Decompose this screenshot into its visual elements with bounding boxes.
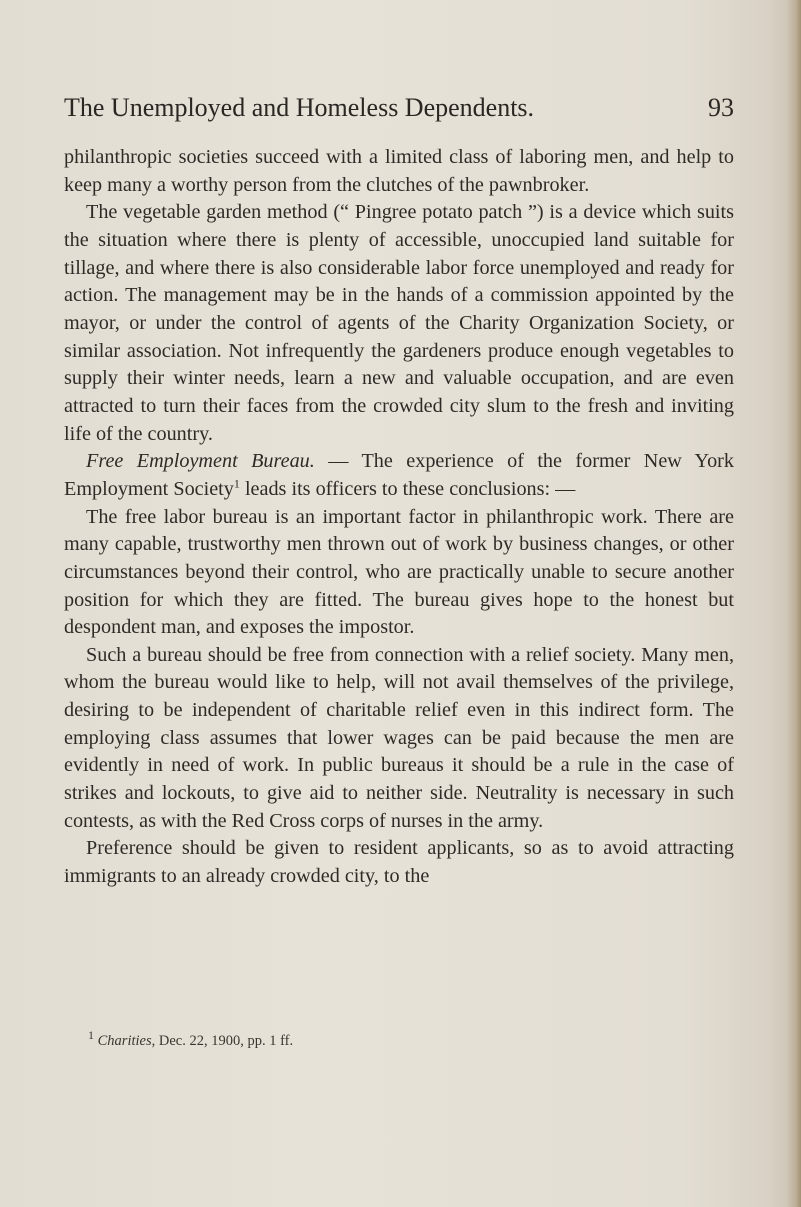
page-edge-shadow: [787, 0, 801, 1207]
paragraph-5: Such a bureau should be free from connection with a relief society. Many men, whom the bureau would like to help, will not avail themselves of the privilege, desiring to be independent of charitable relief even in this indirect form. The employing class assumes that lower wages can be paid because the men are evidently in need of work. In public bureaus it should be a rule in the case of strikes and lockouts, to give aid to neither side. Neutrality is necessary in such contests, as with the Red Cross corps of nurses in the army.: [64, 643, 734, 832]
paragraph-3: [64, 448, 734, 503]
footnote-mark: 1: [88, 1028, 94, 1043]
running-header: [64, 88, 734, 128]
paragraph-3-text-a: — The experience of the former New York Employment Society: [64, 450, 734, 500]
footnote-text: , Dec. 22, 1900, pp. 1 ff.: [151, 1033, 294, 1049]
paragraph-6: Preference should be given to resident applicants, so as to avoid attracting immigrants to an already crowded city, to the: [64, 837, 734, 888]
chapter-title: The Unemployed and Homeless Dependents.: [64, 93, 535, 122]
footnote-reference: 1: [233, 476, 240, 491]
paragraph-1: philanthropic societies succeed with a limited class of laboring men, and help to keep many a worthy person from the clutches of the pawnbroker.: [64, 146, 734, 196]
footnote: [88, 1028, 728, 1050]
paragraph-2: The vegetable garden method (“ Pingree potato patch ”) is a device which suits the situation where there is plenty of accessible, unoccupied land suitable for tillage, and where there is also considerable labor force unemployed and ready for action. The management may be in the hands of a commission appointed by the mayor, or under the control of agents of the Charity Organization Society, or similar association. Not infrequently the gardeners produce enough vegetables to supply their winter needs, learn a new and valuable occupation, and are even attracted to turn their faces from the crowded city slum to the fresh and inviting life of the country.: [64, 201, 734, 445]
body-text: [64, 144, 734, 891]
page-number: 93: [708, 93, 734, 122]
footnote-source: Charities: [97, 1033, 152, 1049]
section-heading: Free Employment Bureau.: [86, 450, 315, 473]
quoted-conclusions: [64, 504, 734, 891]
paragraph-3-text-b: leads its officers to these conclusions: —: [239, 477, 576, 500]
paragraph-4: The free labor bureau is an important factor in philanthropic work. There are many capable, trustworthy men thrown out of work by business changes, or other circumstances beyond their control, who are practically unable to secure another position for which they are fitted. The bureau gives hope to the honest but despondent man, and exposes the impostor.: [64, 505, 734, 639]
